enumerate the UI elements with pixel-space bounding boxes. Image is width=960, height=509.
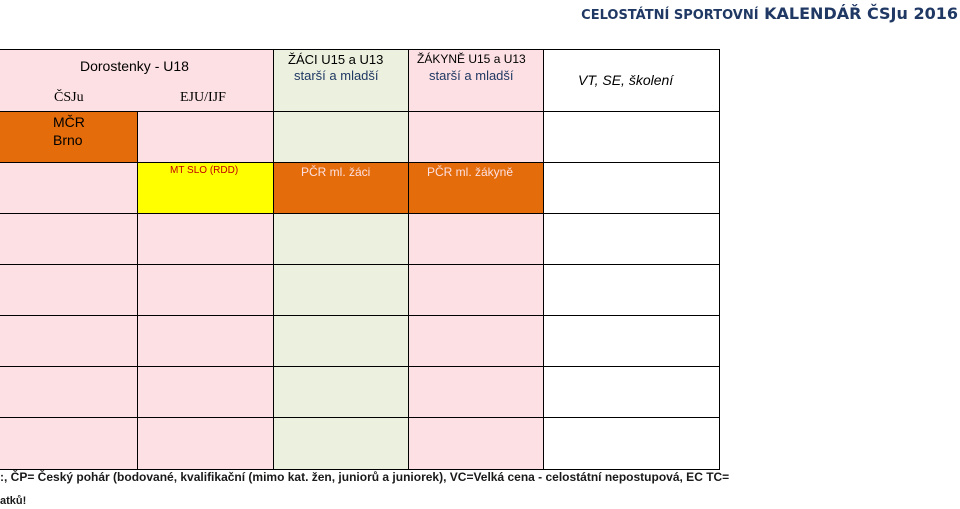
row2-zakyne-event: PČR ml. žákyně (427, 165, 514, 179)
row3-zakyne-cell (409, 214, 544, 265)
row2-zakyne-cell (409, 163, 544, 214)
row1-csju-line1: MČR (53, 114, 85, 130)
row7-vt-cell (544, 418, 720, 470)
row7-eju-cell (138, 418, 274, 470)
row3-zaci-cell (274, 214, 409, 265)
row6-csju-cell (0, 367, 138, 418)
row4-csju-cell (0, 265, 138, 316)
row6-eju-cell (138, 367, 274, 418)
header-zaci-line2: starší a mladší (294, 68, 379, 83)
row5-zakyne-cell (409, 316, 544, 367)
row2-csju-cell (0, 163, 138, 214)
row3-eju-cell (138, 214, 274, 265)
legend-line-2: atků! (0, 495, 27, 507)
row2-zaci-event: PČR ml. žáci (301, 165, 371, 179)
header-dorostenky: Dorostenky - U18 (80, 58, 189, 74)
row7-zakyne-cell (409, 418, 544, 470)
header-csju: ČSJu (54, 90, 84, 105)
header-eju: EJU/IJF (180, 90, 226, 105)
title-prefix: CELOSTÁTNÍ SPORTOVNÍ (581, 8, 759, 23)
row5-vt-cell (544, 316, 720, 367)
row4-eju-cell (138, 265, 274, 316)
title-main: KALENDÁŘ ČSJu 2016 (764, 4, 958, 23)
header-vt: VT, SE, školení (578, 72, 674, 88)
header-vt-cell (544, 49, 720, 112)
row2-vt-cell (544, 163, 720, 214)
row1-vt-cell (544, 112, 720, 163)
header-zakyne-line1: ŽÁKYNĚ U15 a U13 (417, 52, 526, 66)
row4-zakyne-cell (409, 265, 544, 316)
row2-eju-event: MT SLO (RDD) (170, 165, 239, 176)
row7-csju-cell (0, 418, 138, 470)
row1-zakyne-cell (409, 112, 544, 163)
row1-csju-cell (0, 112, 138, 163)
row6-zaci-cell (274, 367, 409, 418)
calendar-grid (0, 49, 720, 470)
header-zakyne-cell (409, 49, 544, 112)
row5-zaci-cell (274, 316, 409, 367)
row6-zakyne-cell (409, 367, 544, 418)
legend-line-1: :, ČP= Český pohár (bodované, kvalifikační (mimo kat. žen, juniorů a juniorek), VC=Velká cena - celostátní nepostupová, EC TC= (0, 470, 730, 484)
row1-csju-line2: Brno (53, 132, 83, 148)
header-dorostenky-cell (0, 49, 274, 112)
calendar-title (581, 4, 958, 23)
header-zaci-cell (274, 49, 409, 112)
row4-vt-cell (544, 265, 720, 316)
row1-zaci-cell (274, 112, 409, 163)
row7-zaci-cell (274, 418, 409, 470)
row4-zaci-cell (274, 265, 409, 316)
row3-vt-cell (544, 214, 720, 265)
row2-eju-cell (138, 163, 274, 214)
row3-csju-cell (0, 214, 138, 265)
row1-eju-cell (138, 112, 274, 163)
header-zaci-line1: ŽÁCI U15 a U13 (288, 52, 384, 67)
row6-vt-cell (544, 367, 720, 418)
row5-csju-cell (0, 316, 138, 367)
row5-eju-cell (138, 316, 274, 367)
row2-zaci-cell (274, 163, 409, 214)
header-zakyne-line2: starší a mladší (429, 68, 514, 83)
